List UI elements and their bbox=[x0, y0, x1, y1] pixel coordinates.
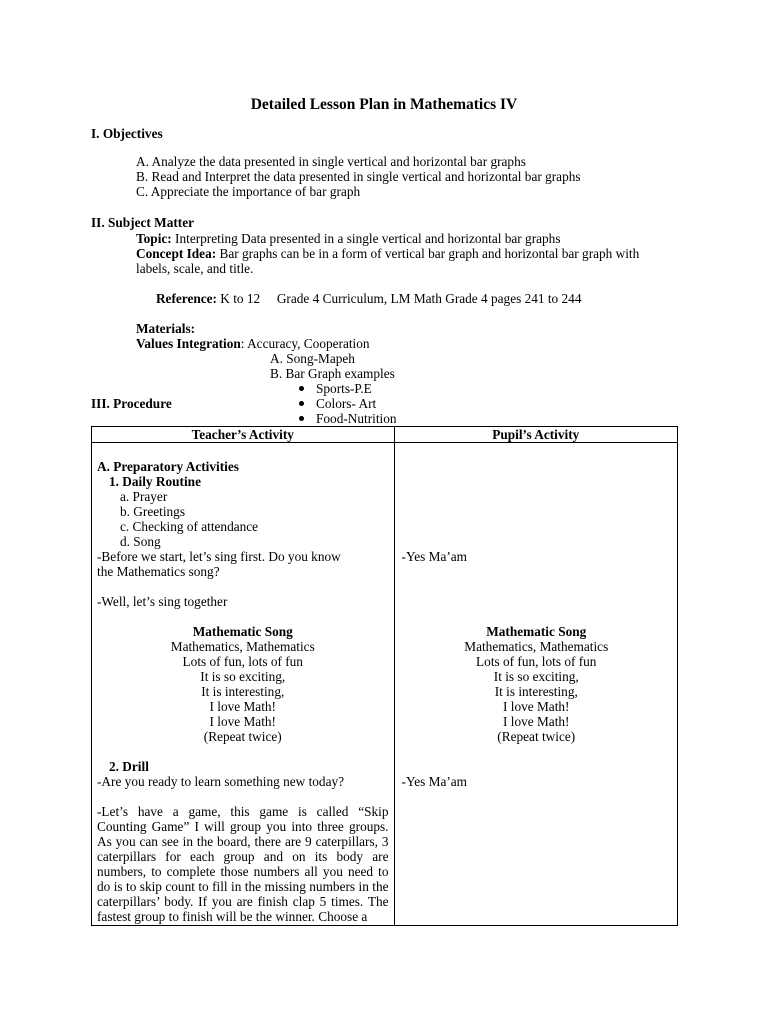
song-line: Lots of fun, lots of fun bbox=[182, 654, 303, 669]
song-line: Mathematics, Mathematics bbox=[464, 639, 609, 654]
topic-label: Topic: bbox=[136, 231, 172, 246]
preparatory-heading: A. Preparatory Activities bbox=[97, 459, 239, 474]
reference-label: Reference: bbox=[155, 291, 217, 306]
teacher-question-2: -Are you ready to learn something new today? bbox=[97, 774, 345, 789]
bullet-item bbox=[296, 381, 676, 396]
bullet-icon bbox=[299, 401, 304, 406]
song-title: Mathematic Song bbox=[192, 624, 293, 639]
song-line: It is so exciting, bbox=[493, 669, 579, 684]
bar-graph-examples-list bbox=[136, 381, 676, 426]
values-row bbox=[136, 336, 676, 351]
routine-item: d. Song bbox=[120, 534, 161, 549]
objectives-list bbox=[136, 154, 696, 199]
values-label: Values Integration bbox=[136, 336, 241, 351]
values-item-a: A. Song-Mapeh bbox=[270, 351, 355, 366]
song-line: Mathematics, Mathematics bbox=[170, 639, 315, 654]
document-title: Detailed Lesson Plan in Mathematics IV bbox=[250, 96, 518, 113]
song-line: I love Math! bbox=[209, 699, 276, 714]
bullet-icon bbox=[299, 386, 304, 391]
reference-value: K to 12 Grade 4 Curriculum, LM Math Grade 4 pages 241 to 244 bbox=[216, 291, 582, 306]
concept-label: Concept Idea: bbox=[136, 246, 217, 261]
procedure-heading: III. Procedure bbox=[91, 396, 172, 411]
song-line: It is interesting, bbox=[494, 684, 578, 699]
song-title: Mathematic Song bbox=[486, 624, 587, 639]
teacher-question-1b: the Mathematics song? bbox=[97, 564, 220, 579]
pupil-answer-1: -Yes Ma’am bbox=[401, 549, 468, 564]
objective-item: B. Read and Interpret the data presented in single vertical and horizontal bar graphs bbox=[136, 169, 581, 184]
reference-row bbox=[136, 276, 676, 321]
song-line: It is interesting, bbox=[201, 684, 285, 699]
procedure-table bbox=[91, 426, 678, 926]
routine-item: c. Checking of attendance bbox=[120, 519, 259, 534]
subject-matter-heading: II. Subject Matter bbox=[91, 215, 195, 230]
song-line: (Repeat twice) bbox=[497, 729, 576, 744]
song-line: It is so exciting, bbox=[200, 669, 286, 684]
song-line: I love Math! bbox=[503, 714, 570, 729]
bullet-text: Colors- Art bbox=[316, 396, 377, 411]
daily-routine-heading: 1. Daily Routine bbox=[109, 474, 201, 489]
objective-item: A. Analyze the data presented in single vertical and horizontal bar graphs bbox=[136, 154, 526, 169]
pupil-activity-header: Pupil’s Activity bbox=[394, 427, 677, 443]
song-line: I love Math! bbox=[503, 699, 570, 714]
concept-value: Bar graphs can be in a form of vertical bar graph and horizontal bar graph with labels, scale, and title. bbox=[136, 246, 640, 276]
values-value: : Accuracy, Cooperation bbox=[240, 336, 370, 351]
objective-item: C. Appreciate the importance of bar graph bbox=[136, 184, 361, 199]
teacher-question-1a: -Before we start, let’s sing first. Do you know bbox=[97, 549, 341, 564]
routine-item: a. Prayer bbox=[120, 489, 168, 504]
pupil-activity-cell bbox=[394, 443, 677, 926]
song-line: I love Math! bbox=[209, 714, 276, 729]
concept-row bbox=[136, 246, 676, 276]
teacher-activity-header: Teacher’s Activity bbox=[92, 427, 395, 443]
objectives-heading: I. Objectives bbox=[91, 126, 163, 141]
song-line: (Repeat twice) bbox=[203, 729, 282, 744]
pupil-answer-2: -Yes Ma’am bbox=[401, 774, 468, 789]
routine-item: b. Greetings bbox=[120, 504, 185, 519]
procedure-table-header bbox=[92, 427, 678, 443]
bullet-icon bbox=[299, 416, 304, 421]
bullet-item bbox=[296, 411, 676, 426]
values-item-b: B. Bar Graph examples bbox=[270, 366, 395, 381]
bullet-text: Food-Nutrition bbox=[316, 411, 397, 426]
materials-label: Materials: bbox=[136, 321, 196, 336]
game-instructions: -Let’s have a game, this game is called “Skip Counting Game” I will group you into three groups. As you can see in the board, there are 9 caterpillars, 3 caterpillars for each group and on its body are numbers, to complete those numbers all you need to do is to skip count to fill in the missing numbers in the caterpillars’ body. If you are finish clap 5 times. The fastest group to finish will be the winner. Choose a bbox=[97, 804, 389, 924]
table-row bbox=[92, 443, 678, 926]
bullet-item bbox=[296, 396, 676, 411]
subject-matter-block bbox=[136, 231, 676, 426]
teacher-activity-cell bbox=[92, 443, 395, 926]
teacher-sing-prompt: -Well, let’s sing together bbox=[97, 594, 228, 609]
drill-heading: 2. Drill bbox=[109, 759, 149, 774]
bullet-text: Sports-P.E bbox=[316, 381, 372, 396]
topic-row bbox=[136, 231, 676, 246]
song-line: Lots of fun, lots of fun bbox=[476, 654, 597, 669]
topic-value: Interpreting Data presented in a single vertical and horizontal bar graphs bbox=[171, 231, 561, 246]
materials-row bbox=[136, 321, 676, 336]
